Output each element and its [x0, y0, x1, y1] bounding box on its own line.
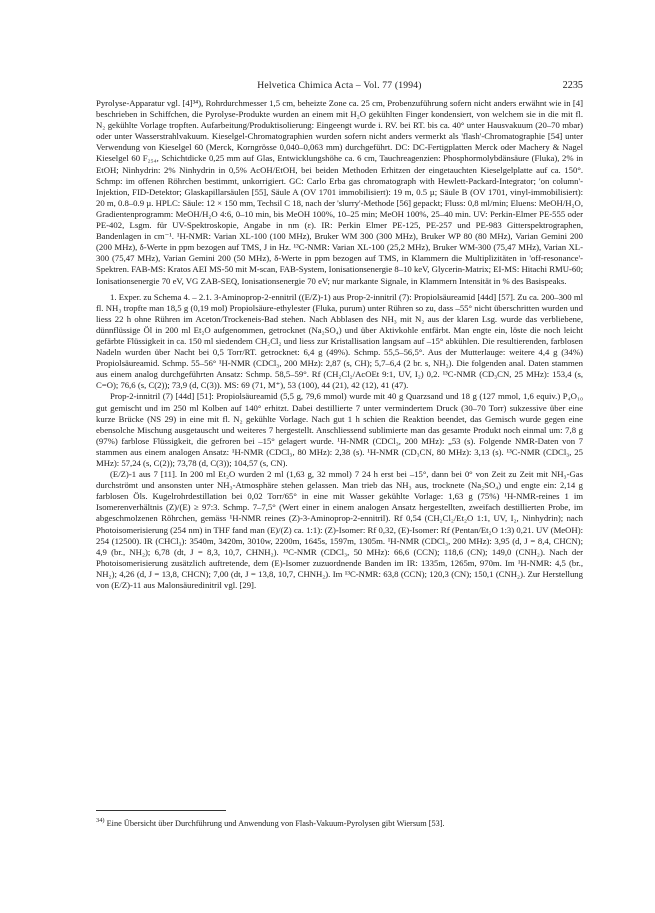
footnote [96, 819, 583, 830]
paragraph-methods: Pyrolyse-Apparatur vgl. [4]³⁴), Rohrdurchmesser 1,5 cm, beheizte Zone ca. 25 cm, Probenzuführung sofern nicht anders erwähnt wie in [4] beschrieben in Schiffchen, die Pyrolyse-Produkte wurden an einem mit H₂O gekühlten Finger kondensiert, von welchem sie in die mit fl. N₂ gekühlte Vorlage tropften. Aufarbeitung/Produktisolierung: Eingeengt wurde i. RV. bei RT. bis ca. 40° unter Hausvakuum (20–70 mbar) oder unter Wasserstrahlvakuum. Kieselgel-Chromatographien wurden sofern nicht anders vermerkt als 'flash'-Chromatographie [54] unter Verwendung von Kieselgel 60 (Merck, Korngrösse 0,040–0,063 mm) durchgeführt. DC: DC-Fertigplatten Merck oder Machery & Nagel Kieselgel 60 F₂₅₄, Schichtdicke 0,25 mm auf Glas, Entwicklungshöhe ca. 6 cm, Tauchreagenzien: Phosphormolybdänsäure (Fluka), 2% in EtOH; Ninhydrin: 2% Ninhydrin in 0,5% AcOH/EtOH, bei beiden Methoden Erhitzen der eingetauchten Kieselgelplatte auf ca. 150°. Schmp: im offenen Röhrchen bestimmt, unkorrigiert. GC: Carlo Erba gas chromatograph with Hewlett-Packard-Integrator; 'on column'-Injektion, FID-Detektor; Glaskapillarsäulen [55], Säule A (OV 1701 immobilisiert): 19 m, 0.5 µ; Säule B (OV 1701, vinyl-immobilisiert): 20 m, 0.8–0.9 µ. HPLC: Säule: 12 × 150 mm, Techsil C 18, nach der 'slurry'-Methode [56] gepackt; Fluss: 0,8 ml/min; Eluens: MeOH/H₂O, Gradientenprogramm: MeOH/H₂O 4:6, 0–10 min, bis MeOH 100%, 10–25 min; MeOH 100%, 25–40 min. UV: Perkin-Elmer PE-555 oder PE-402, Lsgm. für UV-Spektroskopie, Angabe in nm (ε). IR: Perkin Elmer PE-125, PE-257 und PE-983 Gitterspektrographen, Bandenlagen in cm⁻¹. ¹H-NMR: Varian XL-100 (100 MHz), Bruker WM 300 (300 MHz), Bruker WP 80 (80 MHz), Varian Gemini 200 (200 MHz), δ-Werte in ppm bezogen auf TMS, J in Hz. ¹³C-NMR: Varian XL-100 (25,2 MHz), Bruker WM-300 (75,47 MHz), Varian XL-300 (75,47 MHz), Varian Gemini 200 (50 MHz), δ-Werte in ppm bezogen auf TMS, in Klammern die Multiplizitäten in 'off-resonance'-Spektren. FAB-MS: Kratos AEI MS-50 mit M-scan, FAB-System, Ionisationsenergie 8–10 keV, Glycerin-Matrix; EI-MS: Hitachi RMU-60; Ionisationsenergie 70 eV, VG ZAB-SEQ, Ionisationsenergie 70 eV; nur markante Signale, in Klammern Intensität in % des Basispeaks. [96, 98, 583, 286]
footnote-divider [96, 810, 226, 811]
body-text [96, 98, 583, 591]
footnote-text: Eine Übersicht über Durchführung und Anwendung von Flash-Vakuum-Pyrolysen gibt Wiersum [53]. [106, 819, 445, 828]
paragraph-e-z-1-from-7: (E/Z)-1 aus 7 [11]. In 200 ml Et₂O wurden 2 ml (1,63 g, 32 mmol) 7 24 h erst bei –15°, dann bei 0° von Zeit zu Zeit mit NH₃-Gas durchströmt und ansonsten unter NH₃-Atmosphäre stehen gelassen. Man trieb das NH₃ aus, trocknete (Na₂SO₄) und engte ein: 2,14 g farblosen Öls. Kugelrohrdestillation bei 0,02 Torr/65° in eine mit Wasser gekühlte Vorlage: 1,63 g (75%) ¹H-NMR-reines 1 im Isomerenverhältnis (Z)/(E) ≥ 97:3. Schmp. 7–7,5° (Wert einer in einem analogen Ansatz hergestellten, zweifach destillierten Probe, im abgeschmolzenen Röhrchen, gemäss ¹H-NMR reines (Z)-3-Aminoprop-2-ennitril). Rf 0,54 (CH₂Cl₂/Et₂O 1:1, UV, I₂, Ninhydrin); nach Photoisomerisierung (254 nm) in THF fand man (E)/(Z) ca. 1:1): (Z)-Isomer: Rf 0,32, (E)-Isomer: Rf (Pentan/Et₂O 1:3) 0,21. UV (MeOH): 254 (12500). IR (CHCl₃): 3540m, 3420m, 3010w, 2200m, 1645s, 1597m, 1305m. ¹H-NMR (CDCl₃, 200 MHz): 3,95 (d, J = 8,4, CHCN); 4,9 (br., NH₂); 6,78 (dt, J = 8,3, 10,7, CHNH₂). ¹³C-NMR (CDCl₃, 50 MHz): 66,6 (CCN); 118,6 (CN); 149,0 (CNH₂). Nach der Photoisomerisierung zusätzlich auftretende, dem (E)-Isomer zuzuordnende Banden im IR: 1335m, 1265m, 970m. Im ¹H-NMR: 4,5 (br., NH₂); 4,26 (d, J = 13,8, CHCN); 7,00 (dt, J = 13,8, 10,7, CHNH₂). Im ¹³C-NMR: 63,8 (CCN); 120,3 (CN); 150,1 (CNH₂). Zur Herstellung von (E/Z)-11 aus Malonsäuredinitril vgl. [29]. [96, 469, 583, 591]
paragraph-experimental-scheme-4: 1. Exper. zu Schema 4. – 2.1. 3-Aminoprop-2-ennitril ((E/Z)-1) aus Prop-2-innitril (7): Propiolsäureamid [44d] [57]. Zu ca. 200–300 ml fl. NH₃ tropfte man 18,5 g (0,19 mol) Propiolsäure-ethylester (Fluka, purum) unter Rühren so zu, dass –55° nicht überschritten wurden und liess 22 h ohne Rühren im Aceton/Trockeneis-Bad stehen. Nach Abblasen des NH₃ mit N₂ aus der klaren Lsg. wurde das verbliebene, dünnflüssige Öl in 200 ml Et₂O aufgenommen, getrocknet (Na₂SO₄) und über Aktivkohle entfärbt. Man engte ein, löste die noch leicht gefärbte Flüssigkeit in ca. 150 ml siedendem CH₂Cl₂ und liess zur Kristallisation langsam auf –15° abkühlen. Die resultierenden, farblosen Nadeln wurden über Nacht bei 0,5 Torr/RT. getrocknet: 6,4 g (49%). Schmp. 55,5–56,5°. Aus der Mutterlauge: weitere 4,4 g (34%) Propiolsäureamid. Schmp. 55–56° ¹H-NMR (CDCl₃, 200 MHz): 2,87 (s, CH); 5,7–6,4 (2 br. s, NH₂). Die folgenden anal. Daten stammen aus einem analog durchgeführten Ansatz: Schmp. 58,5–59°. Rf (CH₂Cl₂/AcOEt 9:1, UV, I₂) 0,2. ¹³C-NMR (CD₃CN, 25 MHz): 153,4 (s, C=O); 76,6 (s, C(2)); 73,9 (d, C(3)). MS: 69 (71, M⁺), 53 (100), 44 (21), 42 (12), 41 (47). [96, 291, 583, 391]
page-number: 2235 [562, 80, 583, 91]
footnote-mark: 34) [96, 817, 105, 825]
paragraph-prop-2-innitril: Prop-2-innitril (7) [44d] [51]: Propiolsäureamid (5,5 g, 79,6 mmol) wurde mit 40 g Quarzsand und 18 g (127 mmol, 1,6 equiv.) P₄O₁₀ gut gemischt und im 250 ml Kolben auf 140° erhitzt. Dabei destillierte 7 unter vermindertem Druck (30–70 Torr) sukzessive über eine kurze Brücke (NS 29) in eine mit fl. N₂ gekühlte Vorlage. Nach gut 1 h schien die Reaktion beendet, das Gemisch wurde gegen eine ebensolche Mischung ausgetauscht und weiteres 7 hergestellt. Anschliessend sublimierte man das gesamte Produkt noch einmal um: 7,8 g (97%) farblose Flüssigkeit, die gefroren bei –15° gelagert wurde. ¹H-NMR (CDCl₃, 200 MHz): „53 (s). Folgende NMR-Daten von 7 stammen aus einem analogen Ansatz: ¹H-NMR (CDCl₃, 80 MHz): 2,38 (s). ¹H-NMR (CD₃CN, 80 MHz): 3,13 (s). ¹³C-NMR (CDCl₃, 25 MHz): 57,24 (s, C(2)); 73,78 (d, C(3)); 104,57 (s, CN). [96, 391, 583, 468]
running-header [96, 80, 583, 94]
journal-title: Helvetica Chimica Acta – Vol. 77 (1994) [257, 80, 422, 91]
